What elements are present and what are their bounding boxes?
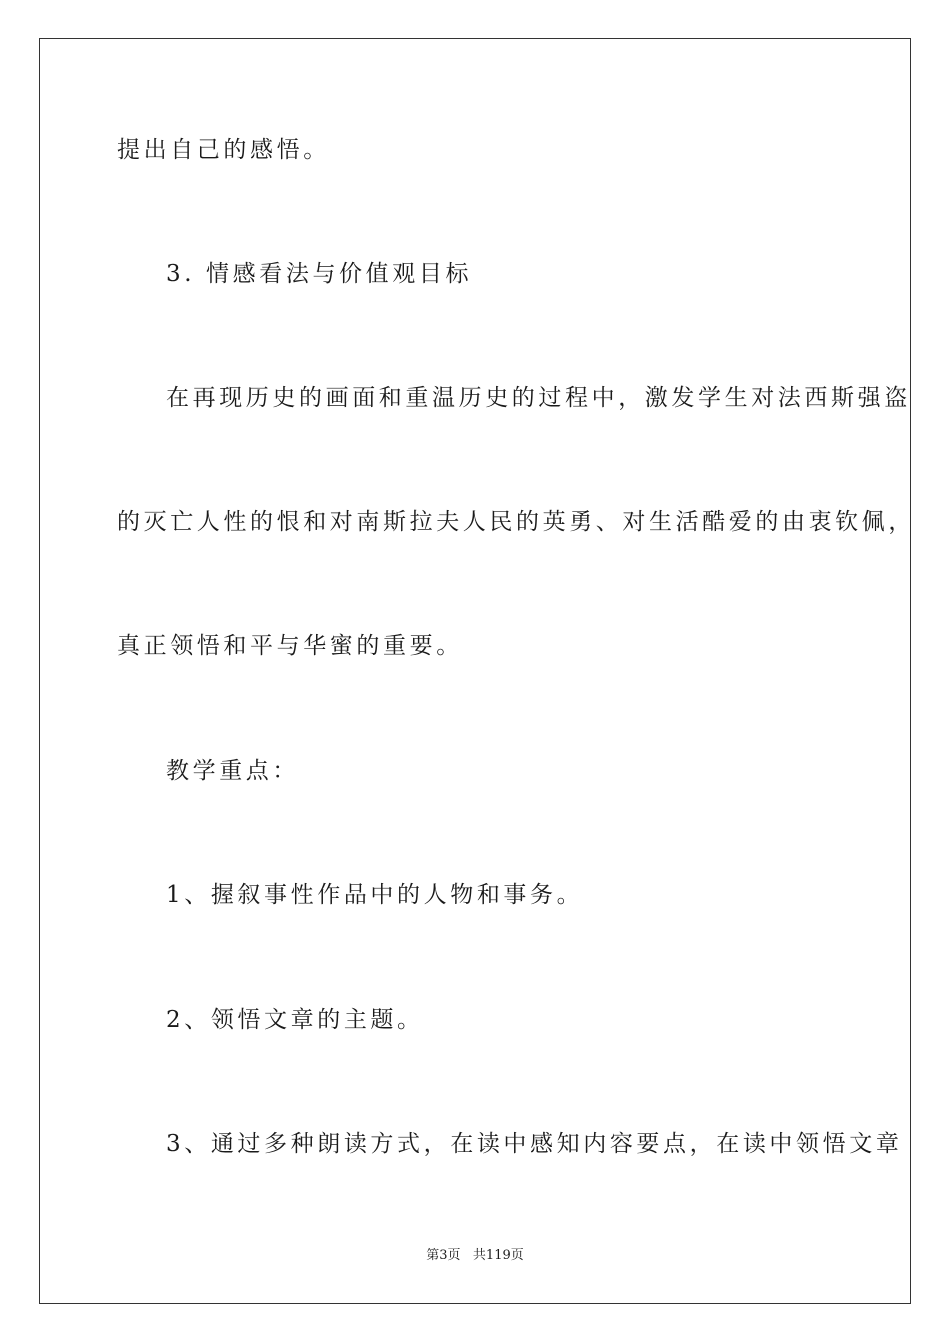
text-line-5: 真正领悟和平与华蜜的重要。 (117, 633, 463, 659)
text-line-4: 的灭亡人性的恨和对南斯拉夫人民的英勇、对生活酷爱的由衷钦佩， (117, 509, 915, 535)
section-heading: 3. 情感看法与价值观目标 (166, 261, 473, 287)
key-points-heading: 教学重点： (166, 758, 299, 784)
key-point-3: 3、通过多种朗读方式，在读中感知内容要点，在读中领悟文章 (166, 1131, 903, 1157)
key-point-2: 2、领悟文章的主题。 (166, 1007, 424, 1033)
page-footer: 第3页 共119页 (426, 1248, 524, 1263)
page-border (39, 38, 911, 1304)
text-line-3: 在再现历史的画面和重温历史的过程中，激发学生对法西斯强盗 (166, 385, 911, 411)
text-line-1: 提出自己的感悟。 (117, 137, 330, 163)
key-point-1: 1、握叙事性作品中的人物和事务。 (166, 882, 584, 908)
